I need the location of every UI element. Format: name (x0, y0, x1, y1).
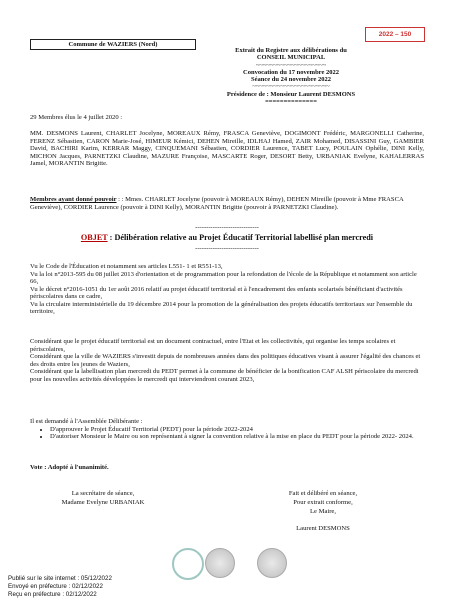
members-count: 29 Membres élus le 4 juillet 2020 : (30, 114, 123, 121)
header-presidence: Présidence de : Monsieur Laurent DESMONS (226, 90, 356, 98)
mayor-title: Le Maire, (310, 507, 336, 515)
publie-date: Publié sur le site internet : 05/12/2022 (8, 575, 112, 582)
vu-item: Vu le décret n°2016-1051 du 1er août 2016 relatif au projet éducatif territorial et à l'encadrement des enfants scolarisés bénéficiant d'activités périscolaires dans ce cadre, (30, 285, 403, 300)
pouvoir-text: : : Mmes. CHARLET Jocelyne (pouvoir à MOREAUX Rémy), DEHEN Mireille (pouvoir à Mme FRASCA Geneviève), CORDIER Laurence (pouvoir à DINI Kelly), MORANTIN Brigitte (pouvoir à PARNETZKI Claudine). (30, 196, 404, 211)
header-convocation: Convocation du 17 novembre 2022 (243, 68, 339, 76)
objet-title (30, 233, 424, 242)
vu-section (30, 263, 424, 316)
objet-text: : Délibération relative au Projet Éducatif Territorial labellisé plan mercredi (107, 233, 374, 242)
transmission-footer (8, 575, 112, 598)
demande-list (30, 426, 424, 441)
considerant-item: Considérant que le projet éducatif territorial est un document contractuel, entre l'Etat et les collectivités, qui organise les temps scolaires et périscolaires, (30, 338, 396, 353)
members-list: MM. DESMONS Laurent, CHARLET Jocelyne, MOREAUX Rémy, FRASCA Geneviève, DOGIMONT Frédéric, MARGONELLI Catherine, FERENZ Sébastien, CARON Marie-José, HIMEUR Kémici, DEHEN Mireille, IDLHAJ Hamed, ZAIR Mohamed, DISASSINI Guy, GAMBIER David, BACHIRI Karim, KERRAR Maggy, CINQUEMANI Sébastien, CORDIER Laurence, TABET Lucy, POULAIN Ophélie, DINI Kelly, MICHON Jacques, PARNETZKI Claudine, MAZURE Françoise, MASCARTE Roger, DESORT Betty, URBANIAK Evelyne, KAHALERRAS Jamel, MORANTIN Brigitte. (30, 130, 424, 167)
recu-date: Reçu en préfecture : 02/12/2022 (8, 590, 97, 598)
envoye-date: Envoyé en préfecture : 02/12/2022 (8, 582, 103, 590)
header-seance: Séance du 24 novembre 2022 (250, 76, 332, 84)
demande-item: • D'autoriser Monsieur le Maire ou son représentant à signer la convention relative à la mise en place du PEDT pour la période 2022- 2024. (50, 433, 424, 441)
secretary-title: La secrétaire de séance, (71, 490, 135, 497)
objet-label: OBJET (80, 233, 108, 242)
considerant-item: Considérant que la labellisation plan mercredi du PEDT permet à la commune de bénéficier de la bonification CAF ALSH périscolaire du mercredi pour les nouvelles activités développées le mercredi qui interviendront courant 2023, (30, 368, 419, 383)
register-header (196, 47, 386, 105)
header-separator: ~~~~~~~~~~~~~~~~~~~~ (255, 61, 327, 69)
commune-box: Commune de WAZIERS (Nord) (30, 39, 196, 50)
objet-separator-2: ----------------------------- (195, 245, 259, 252)
mayor-name: Laurent DESMONS (296, 525, 350, 533)
mayor-seal-image (257, 548, 287, 578)
vote-result: Vote : Adopté à l'unanimité. (30, 464, 109, 471)
fait-delibere: Fait et délibéré en séance, (288, 490, 358, 497)
vu-item: Vu la circulaire interministérielle du 19 décembre 2014 pour la promotion de la généralisation des projets éducatifs territoriaux sur l'ensemble du territoire, (30, 300, 413, 315)
deliberation-number-box: 2022 – 150 (365, 27, 425, 42)
header-separator-3: ============== (265, 98, 317, 106)
considerant-item: Considérant que la ville de WAZIERS s'investit depuis de nombreuses années dans des politiques éducatives visant à assurer l'égalité des chances et des droits entre les jeunes de Waziers, (30, 353, 421, 368)
demande-section (30, 418, 424, 441)
demande-intro: Il est demandé à l'Assemblée Délibérante : (30, 418, 143, 425)
header-separator-2: ~~~~~~~~~~~~~~~~~~~~~~ (252, 83, 330, 91)
secretary-name: Madame Evelyne URBANIAK (61, 498, 145, 506)
objet-separator: ----------------------------- (195, 224, 259, 231)
pouvoir-label: Membres ayant donné pouvoir (30, 196, 117, 203)
vu-item: Vu la loi n°2013-595 du 08 juillet 2013 d'orientation et de programmation pour la refondation de l'école de la République et notamment son article 66, (30, 270, 417, 285)
municipal-seal-image (205, 548, 235, 578)
pouvoir-paragraph (30, 196, 424, 211)
vu-item: Vu le Code de l'Éducation et notamment ses articles L551- 1 et R551-13, (30, 263, 223, 270)
secretary-signature-block (28, 490, 178, 508)
demande-item: • D'approuver le Projet Éducatif Territorial (PEDT) pour la période 2022-2024 (50, 426, 424, 434)
considerant-section (30, 338, 424, 383)
header-council: CONSEIL MUNICIPAL (256, 54, 326, 62)
prefecture-stamp-image (172, 548, 204, 580)
mayor-signature-block (248, 490, 398, 534)
header-line1: Extrait du Registre aux délibérations du (235, 47, 347, 54)
extrait-conforme: Pour extrait conforme, (293, 498, 353, 506)
